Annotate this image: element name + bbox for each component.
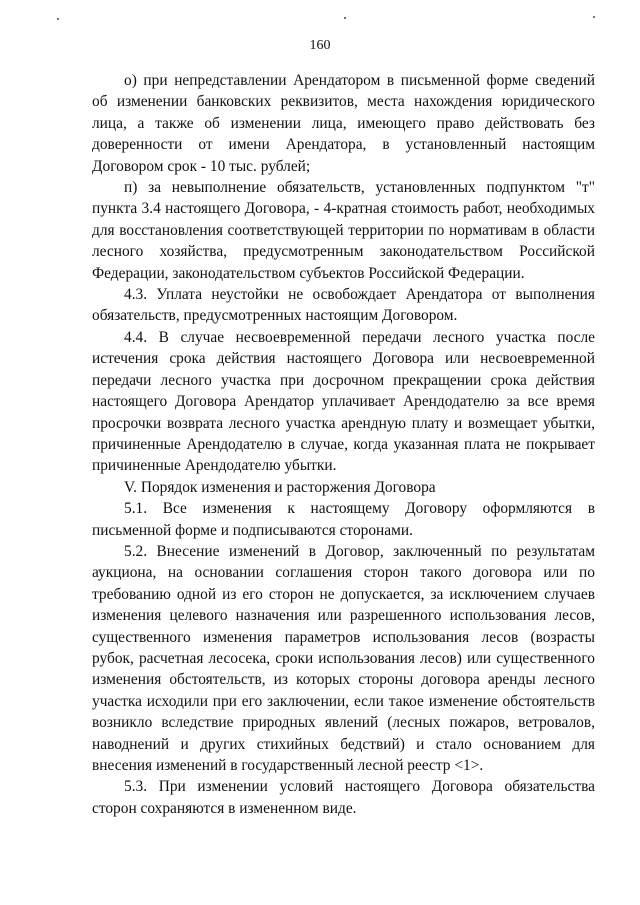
page-number: 160 <box>309 38 331 53</box>
paragraph-5-1: 5.1. Все изменения к настоящему Договору оформляются в письменной форме и подписываются сторонами. <box>92 500 595 539</box>
paragraph-o: о) при непредставлении Арендатором в письменной форме сведений об изменении банковских реквизитов, места нахождения юридического лица, а также об изменении лица, имеющего право действовать без доверенности от имени Арендатора, в установленный настоящим Договором срок - 10 тыс. рублей; <box>92 72 595 175</box>
scan-speck <box>593 16 595 18</box>
paragraph-4-3: 4.3. Уплата неустойки не освобождает Арендатора от выполнения обязательств, предусмотренных настоящим Договором. <box>92 286 595 325</box>
scan-speck <box>344 17 346 19</box>
paragraph-4-4: 4.4. В случае несвоевременной передачи лесного участка после истечения срока действия настоящего Договора или несвоевременной передачи лесного участка при досрочном прекращении срока действия настоящего Договора Арендатор уплачивает Арендодателю за все время просрочки возврата лесного участка арендную плату и возмещает убытки, причиненные Арендодателю в случае, когда указанная плата не покрывает причиненные Арендодателю убытки. <box>92 328 595 475</box>
scan-speck <box>57 18 59 20</box>
paragraph-5-3: 5.3. При изменении условий настоящего Договора обязательства сторон сохраняются в измененном виде. <box>92 778 595 817</box>
document-body <box>92 70 595 819</box>
paragraph-p: п) за невыполнение обязательств, установленных подпунктом "т" пункта 3.4 настоящего Договора, - 4-кратная стоимость работ, необходимых для восстановления соответствующей территории по нормативам в области лесного хозяйства, предусмотренным законодательством Российской Федерации, законодательством субъектов Российской Федерации. <box>92 179 595 282</box>
section-heading: V. Порядок изменения и расторжения Договора <box>124 478 436 496</box>
paragraph-5-2: 5.2. Внесение изменений в Договор, заключенный по результатам аукциона, на основании соглашения сторон такого договора или по требованию одной из его сторон не допускается, за исключением случаев изменения целевого назначения или разрешенного использования лесов, существенного изменения параметров использования лесов (возрасты рубок, расчетная лесосека, сроки использования лесов) или существенного изменения обстоятельств, из которых стороны договора аренды лесного участка исходили при его заключении, если такое изменение обстоятельств возникло вследствие природных явлений (лесных пожаров, ветровалов, наводнений и других стихийных бедствий) и стало основанием для внесения изменений в государственный лесной реестр <1>. <box>92 542 595 774</box>
